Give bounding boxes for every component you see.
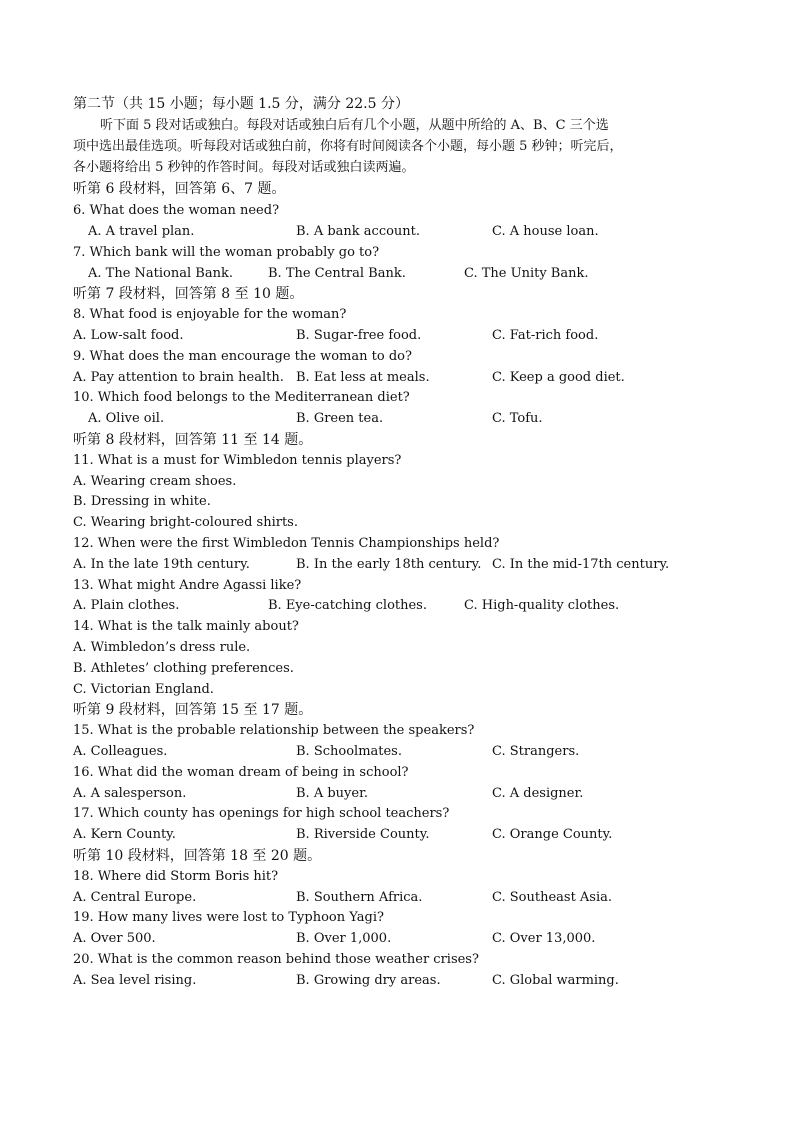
option-c: C. A designer. bbox=[492, 786, 584, 801]
option-c: C. The Unity Bank. bbox=[464, 266, 589, 281]
question-text: 12. When were the first Wimbledon Tennis Championships held? bbox=[73, 536, 500, 551]
option-b: B. Eat less at meals. bbox=[296, 370, 430, 385]
instructions-line: 项中选出最佳选项。听每段对话或独白前，你将有时间阅读各个小题，每小题 5 秒钟；听完后， bbox=[73, 139, 623, 154]
option-b: B. The Central Bank. bbox=[268, 266, 406, 281]
option-a: A. Wearing cream shoes. bbox=[73, 474, 237, 489]
option-a: A. Over 500. bbox=[73, 931, 156, 946]
group-heading: 听第 9 段材料，回答第 15 至 17 题。 bbox=[73, 702, 313, 718]
option-b: B. Sugar-free food. bbox=[296, 328, 422, 343]
option-c: C. High-quality clothes. bbox=[464, 598, 620, 613]
question-text: 6. What does the woman need? bbox=[73, 203, 280, 218]
question-text: 20. What is the common reason behind those weather crises? bbox=[73, 952, 479, 967]
question-text: 11. What is a must for Wimbledon tennis players? bbox=[73, 453, 402, 468]
option-b: B. Eye-catching clothes. bbox=[268, 598, 427, 613]
option-c: C. Orange County. bbox=[492, 827, 613, 842]
group-heading: 听第 8 段材料，回答第 11 至 14 题。 bbox=[73, 432, 313, 448]
question-text: 18. Where did Storm Boris hit? bbox=[73, 869, 279, 884]
option-b: B. Green tea. bbox=[296, 411, 384, 426]
option-c: C. Keep a good diet. bbox=[492, 370, 625, 385]
group-heading: 听第 6 段材料，回答第 6、7 题。 bbox=[73, 181, 286, 197]
option-b: B. In the early 18th century. bbox=[296, 557, 482, 572]
question-text: 15. What is the probable relationship between the speakers? bbox=[73, 723, 475, 738]
option-a: A. Low-salt food. bbox=[73, 328, 184, 343]
option-a: A. Pay attention to brain health. bbox=[73, 370, 284, 385]
option-a: A. Colleagues. bbox=[73, 744, 168, 759]
option-b: B. Dressing in white. bbox=[73, 494, 211, 509]
option-a: A. The National Bank. bbox=[88, 266, 233, 281]
option-c: C. Strangers. bbox=[492, 744, 580, 759]
option-b: B. Athletes’ clothing preferences. bbox=[73, 661, 294, 676]
option-a: A. Plain clothes. bbox=[73, 598, 180, 613]
option-b: B. A buyer. bbox=[296, 786, 368, 801]
option-a: A. Central Europe. bbox=[73, 890, 197, 905]
group-heading: 听第 7 段材料，回答第 8 至 10 题。 bbox=[73, 286, 304, 302]
option-a: A. In the late 19th century. bbox=[73, 557, 250, 572]
option-b: B. Riverside County. bbox=[296, 827, 430, 842]
option-b: B. A bank account. bbox=[296, 224, 421, 239]
option-c: C. Wearing bright-coloured shirts. bbox=[73, 515, 298, 530]
option-a: A. Wimbledon’s dress rule. bbox=[73, 640, 251, 655]
question-text: 14. What is the talk mainly about? bbox=[73, 619, 299, 634]
option-c: C. In the mid-17th century. bbox=[492, 557, 670, 572]
option-b: B. Growing dry areas. bbox=[296, 973, 441, 988]
section-title: 第二节（共 15 小题；每小题 1.5 分，满分 22.5 分） bbox=[73, 96, 409, 112]
instructions-line: 听下面 5 段对话或独白。每段对话或独白后有几个小题，从题中所给的 A、B、C 三个选 bbox=[100, 118, 609, 133]
option-b: B. Southern Africa. bbox=[296, 890, 423, 905]
option-c: C. Victorian England. bbox=[73, 682, 214, 697]
question-text: 10. Which food belongs to the Mediterranean diet? bbox=[73, 390, 410, 405]
option-c: C. Southeast Asia. bbox=[492, 890, 613, 905]
option-c: C. Fat-rich food. bbox=[492, 328, 599, 343]
option-c: C. Tofu. bbox=[492, 411, 543, 426]
group-heading: 听第 10 段材料，回答第 18 至 20 题。 bbox=[73, 848, 322, 864]
instructions-line: 各小题将给出 5 秒钟的作答时间。每段对话或独白读两遍。 bbox=[73, 160, 415, 175]
question-text: 17. Which county has openings for high school teachers? bbox=[73, 806, 450, 821]
option-a: A. A travel plan. bbox=[88, 224, 195, 239]
option-b: B. Schoolmates. bbox=[296, 744, 402, 759]
question-text: 8. What food is enjoyable for the woman? bbox=[73, 307, 347, 322]
question-text: 7. Which bank will the woman probably go to? bbox=[73, 245, 380, 260]
option-c: C. Global warming. bbox=[492, 973, 619, 988]
option-a: A. Sea level rising. bbox=[73, 973, 197, 988]
question-text: 19. How many lives were lost to Typhoon Yagi? bbox=[73, 910, 385, 925]
option-c: C. Over 13,000. bbox=[492, 931, 596, 946]
option-b: B. Over 1,000. bbox=[296, 931, 392, 946]
question-text: 13. What might Andre Agassi like? bbox=[73, 578, 302, 593]
option-a: A. A salesperson. bbox=[73, 786, 187, 801]
question-text: 16. What did the woman dream of being in school? bbox=[73, 765, 409, 780]
question-text: 9. What does the man encourage the woman to do? bbox=[73, 349, 412, 364]
option-a: A. Kern County. bbox=[73, 827, 176, 842]
option-c: C. A house loan. bbox=[492, 224, 599, 239]
option-a: A. Olive oil. bbox=[88, 411, 165, 426]
